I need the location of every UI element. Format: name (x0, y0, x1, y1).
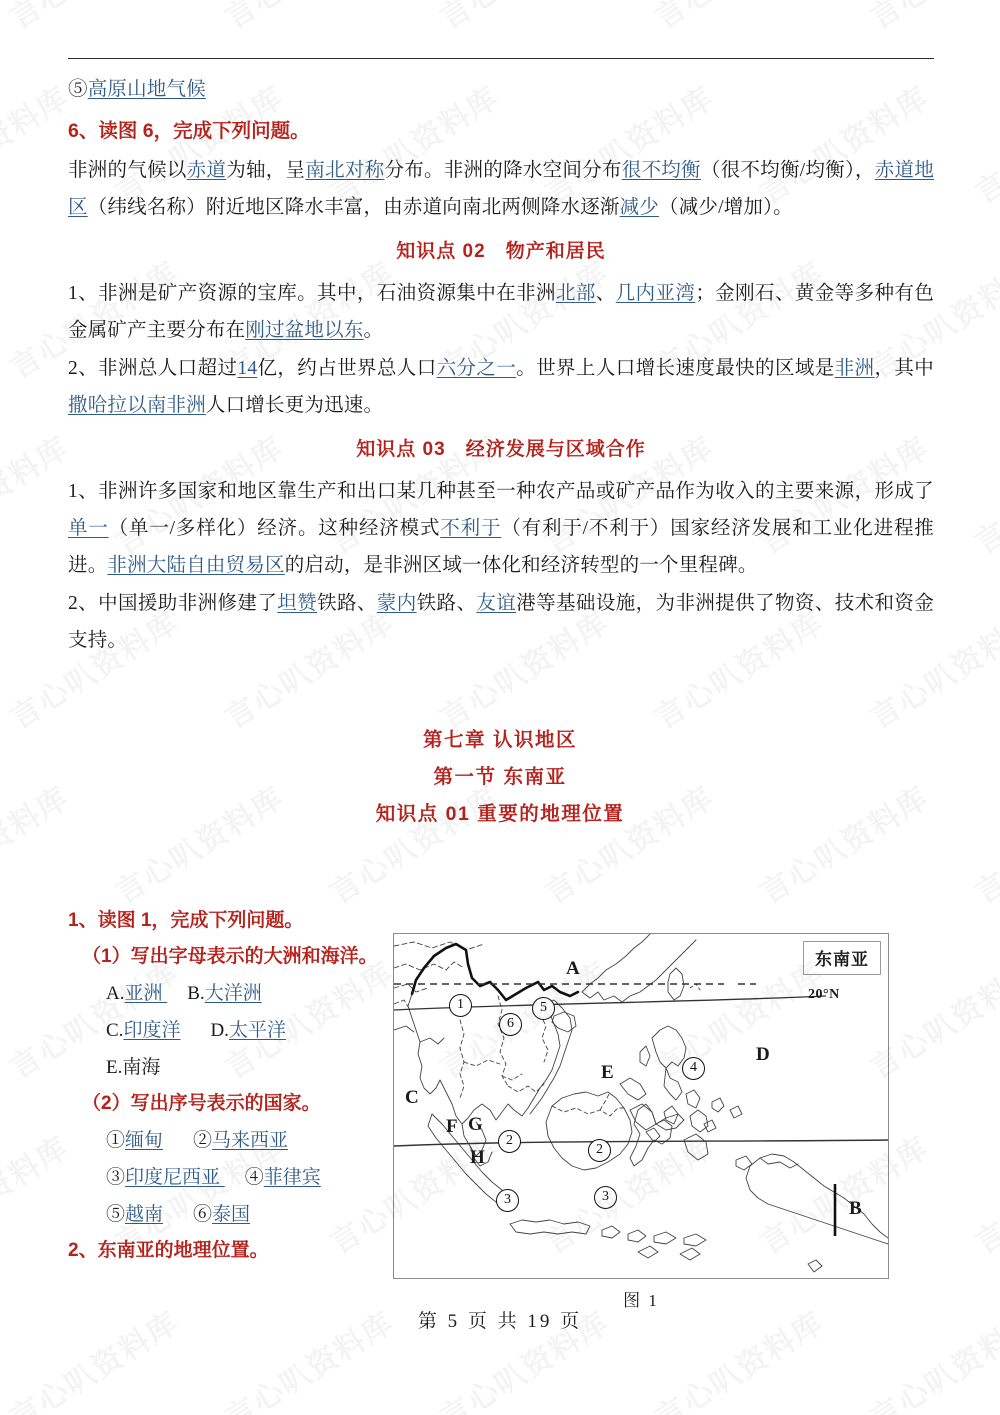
map-marker-2a: 2 (498, 1130, 521, 1153)
question-6-heading: 6、读图 6，完成下列问题。 (68, 120, 310, 142)
map-letter-g: G (468, 1114, 483, 1135)
static-text: 铁路、 (317, 593, 377, 614)
fill-in-answer: 撒哈拉以南非洲 (68, 395, 206, 416)
letter-answer-a: 亚洲 (124, 983, 163, 1004)
map-letter-c: C (405, 1087, 419, 1108)
static-text: 非洲的气候以 (68, 160, 187, 181)
letter-label-e: E. (106, 1057, 123, 1078)
map-marker-3a: 3 (496, 1189, 519, 1212)
item-5-answer: 高原山地气候 (87, 79, 206, 100)
number-answer-3: 印度尼西亚 (125, 1167, 221, 1188)
question-6-paragraph (68, 152, 934, 226)
letter-answer-c: 印度洋 (123, 1020, 181, 1041)
fill-in-answer: 坦赞 (277, 593, 318, 614)
knowledge-03-item-2 (68, 585, 934, 659)
static-text: 2、非洲总人口超过 (68, 358, 238, 379)
fill-in-answer: 六分之一 (436, 358, 517, 379)
fill-in-answer: 友谊 (476, 593, 517, 614)
map-letter-h: H (470, 1147, 485, 1168)
static-text: 。 (363, 320, 384, 341)
southeast-asia-map-svg (394, 934, 888, 1278)
fill-in-answer: 单一 (68, 518, 109, 539)
static-text: 港等基础设施，为非洲提供了物资、技术和资金支持。 (68, 593, 935, 651)
section-title: 第一节 东南亚 (433, 766, 567, 788)
exercise-q1-heading: 1、读图 1，完成下列问题。 (68, 910, 304, 931)
knowledge-03-item-1 (68, 473, 934, 584)
letter-label-c: C. (106, 1020, 124, 1041)
static-text: ；金刚石、黄金等多种有色金属矿产主要分布在 (68, 283, 935, 341)
knowledge-point-02-title: 知识点 02 物产和居民 (396, 241, 606, 262)
exercise-q2-heading: 2、东南亚的地理位置。 (68, 1240, 269, 1261)
number-answer-5: 越南 (125, 1204, 164, 1225)
item-5-prefix: ⑤ (68, 79, 88, 100)
exercise-column (68, 903, 398, 1269)
static-text: （减少/增加）。 (659, 197, 793, 218)
fill-in-answer: 蒙内 (376, 593, 417, 614)
fill-in-answer: 14 (237, 358, 258, 379)
knowledge-02-item-2 (68, 350, 934, 424)
number-answer-1: 缅甸 (125, 1130, 164, 1151)
header-rule (68, 58, 934, 59)
number-label-2: ② (193, 1130, 213, 1151)
number-answer-row-1 (68, 1122, 398, 1159)
number-label-5: ⑤ (106, 1204, 126, 1225)
exercise-q1-sub1: （1）写出字母表示的大洲和海洋。 (82, 946, 378, 967)
number-label-3: ③ (106, 1167, 126, 1188)
static-text: 1、非洲是矿产资源的宝库。其中，石油资源集中在非洲 (68, 283, 556, 304)
fill-in-answer: 几内亚湾 (615, 283, 696, 304)
letter-label-b: B. (187, 983, 205, 1004)
static-text: ，其中 (874, 358, 934, 379)
letter-answer-b: 大洋洲 (204, 983, 262, 1004)
map-letter-f: F (446, 1116, 458, 1137)
map-caption: 图 1 (623, 1291, 659, 1310)
map-frame (393, 933, 889, 1279)
chapter-title: 第七章 认识地区 (423, 729, 577, 751)
letter-answer-row-e (68, 1049, 398, 1086)
number-label-4: ④ (244, 1167, 264, 1188)
number-answer-row-3 (68, 1196, 398, 1233)
fill-in-answer: 减少 (619, 197, 660, 218)
static-text: 为轴，呈 (226, 160, 306, 181)
number-answer-4: 菲律宾 (263, 1167, 321, 1188)
number-answer-2: 马来西亚 (212, 1130, 289, 1151)
fill-in-answer: 非洲 (834, 358, 875, 379)
map-letter-a: A (566, 958, 580, 979)
fill-in-answer: 南北对称 (305, 160, 385, 181)
number-label-6: ⑥ (193, 1204, 213, 1225)
fill-in-answer: 赤道地区 (68, 160, 935, 218)
static-text: （纬线名称）附近地区降水丰富，由赤道向南北两侧降水逐渐 (87, 197, 620, 218)
map-marker-4: 4 (682, 1057, 705, 1080)
static-text: 、 (595, 283, 616, 304)
number-answer-row-2 (68, 1159, 398, 1196)
map-letter-d: D (756, 1044, 770, 1065)
number-answer-6: 泰国 (212, 1204, 251, 1225)
letter-answer-row-cd (68, 1012, 398, 1049)
letter-answer-e: 南海 (122, 1057, 161, 1078)
map-marker-2b: 2 (588, 1139, 611, 1162)
map-marker-5: 5 (532, 997, 555, 1020)
document-body (68, 58, 934, 660)
knowledge-02-item-1 (68, 275, 934, 349)
letter-answer-d: 太平洋 (228, 1020, 286, 1041)
map-figure (393, 933, 889, 1311)
static-text: 铁路、 (416, 593, 477, 614)
map-letter-b: B (849, 1198, 862, 1219)
africa-item-5 (68, 71, 934, 108)
static-text: （有利于/不利于）国家经济发展和工业化进程推进。 (68, 518, 934, 576)
fill-in-answer: 刚过盆地以东 (245, 320, 364, 341)
fill-in-answer: 很不均衡 (621, 160, 701, 181)
fill-in-answer: 不利于 (440, 518, 502, 539)
static-text: 分布。非洲的降水空间分布 (384, 160, 622, 181)
map-marker-1: 1 (449, 994, 472, 1017)
fill-in-answer: 赤道 (186, 160, 227, 181)
letter-label-d: D. (210, 1020, 229, 1041)
page-footer: 第 5 页 共 19 页 (417, 1311, 583, 1332)
static-text: 亿，约占世界总人口 (257, 358, 437, 379)
static-text: 1、非洲许多国家和地区靠生产和出口某几种甚至一种农产品或矿产品作为收入的主要来源，形成了 (68, 481, 934, 502)
static-text: 。世界上人口增长速度最快的区域是 (516, 358, 835, 379)
letter-answer-row-ab (68, 975, 398, 1012)
static-text: （单一/多样化）经济。这种经济模式 (108, 518, 441, 539)
latitude-label-20n: 20°N (808, 987, 840, 1002)
chapter-heading-block (0, 722, 1000, 833)
knowledge-point-03-title: 知识点 03 经济发展与区域合作 (356, 439, 646, 460)
number-label-1: ① (106, 1130, 126, 1151)
knowledge-point-01-title: 知识点 01 重要的地理位置 (375, 803, 625, 825)
static-text: （很不均衡/均衡）， (700, 160, 875, 181)
static-text: 人口增长更为迅速。 (205, 395, 384, 416)
exercise-q1-sub2: （2）写出序号表示的国家。 (82, 1093, 321, 1114)
fill-in-answer: 北部 (555, 283, 596, 304)
map-title-box: 东南亚 (803, 941, 881, 975)
map-marker-6: 6 (499, 1013, 522, 1036)
map-letter-e: E (601, 1062, 614, 1083)
map-marker-3b: 3 (594, 1186, 617, 1209)
static-text: 2、中国援助非洲修建了 (68, 593, 278, 614)
static-text: 的启动，是非洲区域一体化和经济转型的一个里程碑。 (284, 555, 758, 576)
fill-in-answer: 非洲大陆自由贸易区 (107, 555, 285, 576)
letter-label-a: A. (106, 983, 125, 1004)
